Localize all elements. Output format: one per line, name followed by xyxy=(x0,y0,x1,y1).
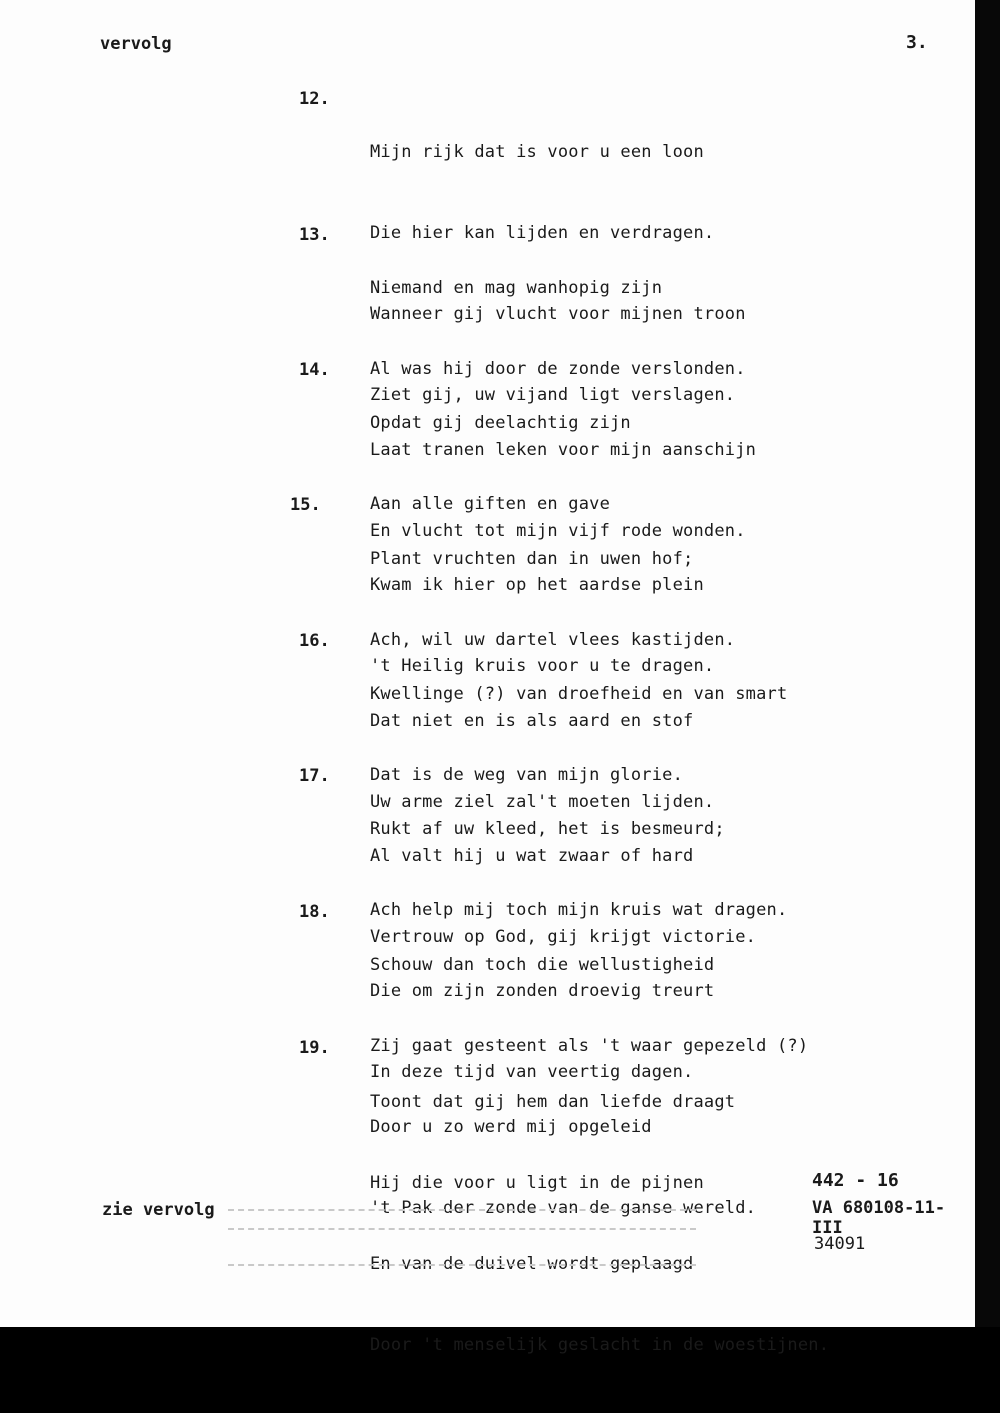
verse-line: Die hier kan lijden en verdragen. xyxy=(370,223,715,243)
dash-separator xyxy=(228,1209,696,1211)
verse-line: En vlucht tot mijn vijf rode wonden. xyxy=(370,521,746,541)
verse-line: En van de duivel wordt geplaagd xyxy=(370,1254,694,1274)
verse-line: In deze tijd van veertig dagen. xyxy=(370,1062,694,1082)
verse-line: Mijn rijk dat is voor u een loon xyxy=(370,142,704,162)
verse-line: Hij die voor u ligt in de pijnen xyxy=(370,1173,704,1193)
see-continued-label: zie vervolg xyxy=(102,1200,215,1220)
verse-line: Door u zo werd mij opgeleid xyxy=(370,1117,652,1137)
verse-line: Toont dat gij hem dan liefde draagt xyxy=(370,1092,736,1112)
verse-number: 18. xyxy=(299,902,330,922)
verse-number: 14. xyxy=(299,360,330,380)
verse-line: 't Pak der zonde van de ganse wereld. xyxy=(370,1198,757,1218)
scan-edge xyxy=(975,0,1000,1327)
verse-line: 't Heilig kruis voor u te dragen. xyxy=(370,656,715,676)
dash-separator xyxy=(228,1264,696,1266)
catalog-number: 442 - 16 xyxy=(812,1170,899,1191)
verse-line: Rukt af uw kleed, het is besmeurd; xyxy=(370,819,725,839)
verse-line: Ach, wil uw dartel vlees kastijden. xyxy=(370,630,736,650)
page-number: 3. xyxy=(906,32,928,53)
verse-line: Vertrouw op God, gij krijgt victorie. xyxy=(370,927,757,947)
verse-line: Door 't menselijk geslacht in de woestijnen. xyxy=(370,1335,830,1355)
verse-line: Uw arme ziel zal't moeten lijden. xyxy=(370,792,715,812)
archive-code: VA 680108-11-III xyxy=(812,1198,946,1238)
verse-number: 17. xyxy=(299,766,330,786)
verse-line: Aan alle giften en gave xyxy=(370,494,611,514)
verse-line: Schouw dan toch die wellustigheid xyxy=(370,955,715,975)
verse-line: Laat tranen leken voor mijn aanschijn xyxy=(370,440,757,460)
verse-line: Zij gaat gesteent als 't waar gepezeld (?) xyxy=(370,1036,809,1056)
verse-line: Kwellinge (?) van droefheid en van smart xyxy=(370,684,788,704)
verse-line: Al was hij door de zonde verslonden. xyxy=(370,359,746,379)
verse-number: 15. xyxy=(290,495,321,515)
verse-line: Dat niet en is als aard en stof xyxy=(370,711,694,731)
verse-line: Niemand en mag wanhopig zijn xyxy=(370,278,663,298)
verse-line: Kwam ik hier op het aardse plein xyxy=(370,575,704,595)
item-number: 34091 xyxy=(814,1234,866,1254)
verse-number: 16. xyxy=(299,631,330,651)
verse-line: Die om zijn zonden droevig treurt xyxy=(370,981,715,1001)
verse-number: 19. xyxy=(299,1038,330,1058)
verse-number: 13. xyxy=(299,225,330,245)
verse-line: Ziet gij, uw vijand ligt verslagen. xyxy=(370,385,736,405)
verse-lines xyxy=(370,1035,829,1413)
verse-number: 12. xyxy=(299,89,330,109)
verse-line: Opdat gij deelachtig zijn xyxy=(370,413,631,433)
verse-line: Al valt hij u wat zwaar of hard xyxy=(370,846,694,866)
dash-separator xyxy=(228,1228,696,1230)
verse-line: Plant vruchten dan in uwen hof; xyxy=(370,549,694,569)
continued-header: vervolg xyxy=(100,34,172,54)
verse-line: Ach help mij toch mijn kruis wat dragen. xyxy=(370,900,788,920)
verse-line: Dat is de weg van mijn glorie. xyxy=(370,765,684,785)
verse-line: Wanneer gij vlucht voor mijnen troon xyxy=(370,304,746,324)
